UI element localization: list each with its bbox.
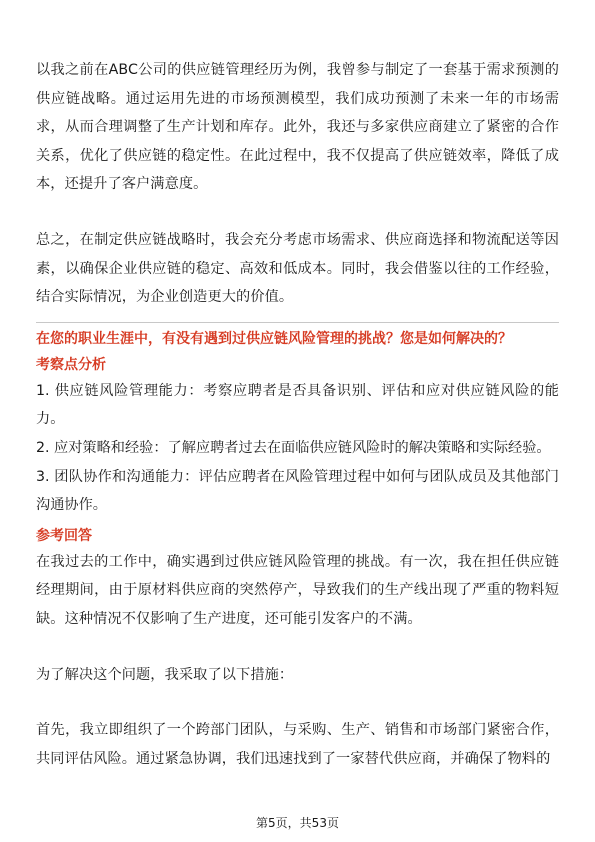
paragraph-spacer [36, 689, 559, 716]
answer-paragraph-2: 为了解决这个问题，我采取了以下措施： [36, 666, 294, 683]
section-divider [36, 322, 559, 323]
analysis-item-1: 1. 供应链风险管理能力：考察应聘者是否具备识别、评估和应对供应链风险的能力。 [36, 382, 559, 428]
answer-title: 参考回答 [36, 527, 92, 544]
intro-paragraph-1: 以我之前在ABC公司的供应链管理经历为例，我曾参与制定了一套基于需求预测的供应链战略。通过运用先进的市场预测模型，我们成功预测了未来一年的市场需求，从而合理调整了生产计划和库存。此外，我还与多家供应商建立了紧密的合作关系，优化了供应链的稳定性。在此过程中，我不仅提高了供应链效率，降低了成本，还提升了客户满意度。 [36, 62, 559, 193]
page-number: 第5页，共53页 [256, 816, 339, 830]
document-page [36, 56, 559, 773]
paragraph-spacer [36, 199, 559, 226]
analysis-item-3: 3. 团队协作和沟通能力：评估应聘者在风险管理过程中如何与团队成员及其他部门沟通协作。 [36, 468, 559, 514]
paragraph-spacer [36, 634, 559, 661]
analysis-title: 考察点分析 [36, 356, 106, 373]
interview-question: 在您的职业生涯中，有没有遇到过供应链风险管理的挑战？您是如何解决的？ [36, 330, 512, 347]
analysis-item-2: 2. 应对策略和经验：了解应聘者过去在面临供应链风险时的解决策略和实际经验。 [36, 439, 551, 456]
intro-paragraph-2: 总之，在制定供应链战略时，我会充分考虑市场需求、供应商选择和物流配送等因素，以确保企业供应链的稳定、高效和低成本。同时，我会借鉴以往的工作经验，结合实际情况，为企业创造更大的价值。 [36, 231, 559, 306]
answer-paragraph-1: 在我过去的工作中，确实遇到过供应链风险管理的挑战。有一次，我在担任供应链经理期间，由于原材料供应商的突然停产，导致我们的生产线出现了严重的物料短缺。这种情况不仅影响了生产进度，还可能引发客户的不满。 [36, 553, 559, 627]
answer-paragraph-3: 首先，我立即组织了一个跨部门团队，与采购、生产、销售和市场部门紧密合作，共同评估风险。通过紧急协调，我们迅速找到了一家替代供应商，并确保了物料的 [36, 722, 559, 767]
